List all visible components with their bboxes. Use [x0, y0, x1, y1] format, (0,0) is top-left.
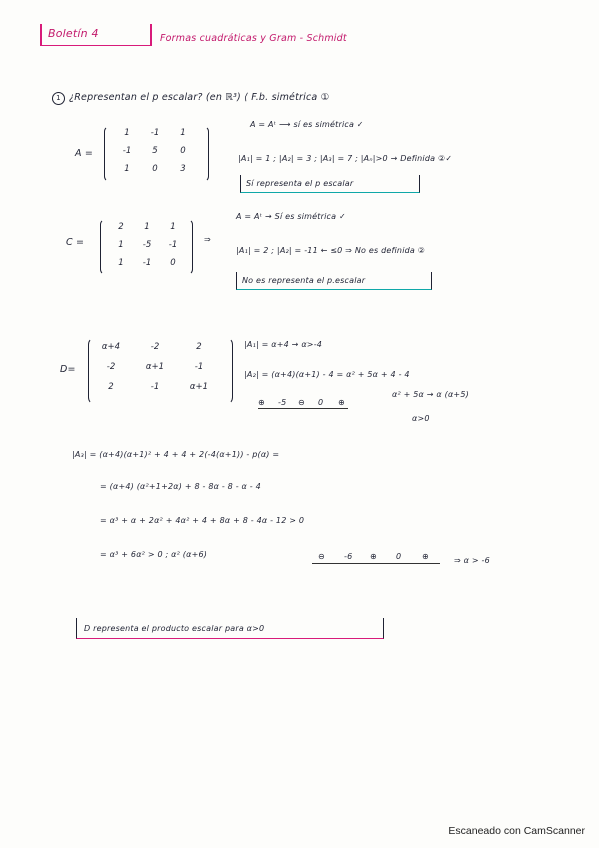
matrix-cell: 0	[180, 146, 186, 156]
matrix-cell: α+1	[145, 362, 165, 372]
sign-mark: ⊕	[338, 398, 345, 407]
matrix-cell: 1	[118, 240, 124, 250]
problem-statement	[52, 92, 329, 105]
page-subtitle: Formas cuadráticas y Gram - Schmidt	[160, 33, 347, 44]
matrix-c-conclusion: No es representa el p.escalar	[242, 276, 366, 285]
matrix-cell: 5	[152, 146, 158, 156]
matrix-cell: 1	[124, 128, 130, 138]
sign-mark: -6	[344, 552, 353, 561]
matrix-d-minor-1: |A₁| = α+4 → α>-4	[244, 340, 323, 349]
matrix-cell: -1	[150, 382, 160, 392]
sign-mark: 0	[318, 398, 324, 407]
matrix-cell: -2	[106, 362, 116, 372]
matrix-d-minor-2-result: α>0	[412, 414, 430, 423]
sign-mark: ⊕	[422, 552, 429, 561]
problem-number: 1	[52, 92, 65, 105]
final-answer: D representa el producto escalar para α>0	[84, 624, 265, 633]
a3-result: ⇒ α > -6	[454, 556, 490, 565]
sign-line-2	[312, 563, 440, 564]
scanner-footer: Escaneado con CamScanner	[448, 825, 585, 837]
matrix-a-left-bracket	[104, 126, 115, 182]
matrix-cell: -5	[142, 240, 152, 250]
matrix-d-minor-2: |A₂| = (α+4)(α+1) - 4 = α² + 5α + 4 - 4	[244, 370, 410, 379]
matrix-cell: 0	[152, 164, 158, 174]
matrix-c-minors: |A₁| = 2 ; |A₂| = -11 ← ≤0 ⇒ No es definida ②	[236, 246, 426, 255]
matrix-c-symmetry: A = Aᵗ → Sí es simétrica ✓	[236, 212, 346, 221]
matrix-cell: 3	[180, 164, 186, 174]
matrix-c-label: C =	[66, 237, 85, 248]
matrix-cell: 2	[118, 222, 124, 232]
matrix-a-label: A =	[75, 148, 94, 159]
matrix-a-right-bracket	[198, 126, 209, 182]
matrix-cell: 1	[144, 222, 150, 232]
matrix-cell: 2	[196, 342, 202, 352]
matrix-cell: -1	[150, 128, 160, 138]
matrix-d-right-bracket	[222, 338, 233, 404]
sign-mark: ⊕	[370, 552, 377, 561]
sign-mark: 0	[396, 552, 402, 561]
a3-line-3: = α³ + α + 2α² + 4α² + 4 + 8α + 8 - 4α - 12 > 0	[100, 516, 305, 525]
a3-line-1: |A₃| = (α+4)(α+1)² + 4 + 4 + 2(-4(α+1)) - p(α) =	[72, 450, 280, 459]
matrix-cell: α+1	[189, 382, 209, 392]
sign-line-1	[258, 408, 348, 409]
matrix-cell: 1	[180, 128, 186, 138]
matrix-cell: 2	[108, 382, 114, 392]
matrix-cell: -1	[194, 362, 204, 372]
page-title: Boletín 4	[48, 27, 99, 40]
matrix-cell: 0	[170, 258, 176, 268]
a3-line-4: = α³ + 6α² > 0 ; α² (α+6)	[100, 550, 208, 559]
matrix-cell: -2	[150, 342, 160, 352]
matrix-a-symmetry: A = Aᵗ ⟶ sí es simétrica ✓	[250, 120, 364, 129]
matrix-cell: 1	[124, 164, 130, 174]
matrix-cell: 1	[170, 222, 176, 232]
matrix-a-minors: |A₁| = 1 ; |A₂| = 3 ; |A₃| = 7 ; |Aₙ|>0 → Definida ②✓	[238, 154, 453, 163]
sign-mark: -5	[278, 398, 287, 407]
problem-question: ¿Representan el p escalar? (en ℝ³) ⟨ F.b. simétrica ①	[69, 92, 330, 103]
matrix-cell: -1	[142, 258, 152, 268]
matrix-cell: α+4	[101, 342, 121, 352]
sign-mark: ⊖	[318, 552, 325, 561]
a3-line-2: = (α+4) (α²+1+2α) + 8 - 8α - 8 - α - 4	[100, 482, 261, 491]
matrix-d-left-bracket	[88, 338, 99, 404]
matrix-a-conclusion: Sí representa el p escalar	[246, 179, 354, 188]
matrix-cell: -1	[122, 146, 132, 156]
sign-mark: ⊖	[298, 398, 305, 407]
matrix-cell: -1	[168, 240, 178, 250]
matrix-cell: 1	[118, 258, 124, 268]
matrix-d-label: D=	[60, 364, 76, 375]
matrix-c-arrow: ⇒	[204, 235, 211, 244]
matrix-d-minor-2-factored: α² + 5α → α (α+5)	[392, 390, 469, 399]
sign-mark: ⊕	[258, 398, 265, 407]
